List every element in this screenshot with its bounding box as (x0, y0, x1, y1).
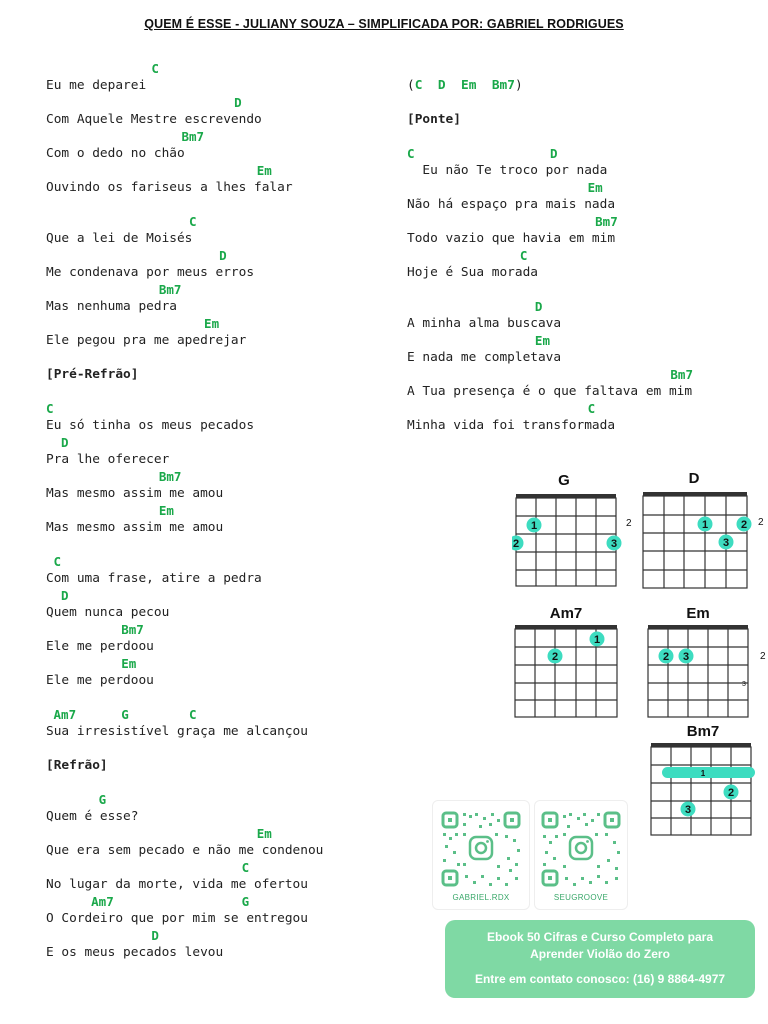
lyric-line: No lugar da morte, vida me ofertou (46, 877, 308, 892)
fret-number: 2 (758, 517, 764, 528)
finger-label: 2 (551, 651, 559, 663)
section-heading: [Ponte] (407, 112, 461, 127)
lyric-line: Com Aquele Mestre escrevendo (46, 112, 262, 127)
finger-label: 2 (727, 787, 735, 799)
lyric-line: Todo vazio que havia em mim (407, 231, 616, 246)
chord-line: Bm7 (46, 129, 205, 144)
lyric-line: A Tua presença é o que faltava em mim (407, 384, 693, 399)
instagram-icon (470, 837, 492, 859)
chord-line: C (46, 61, 159, 76)
lyric-line: Quem nunca pecou (46, 605, 170, 620)
intro-chord: C (414, 78, 423, 93)
spacer (46, 383, 396, 400)
spacer (46, 740, 396, 757)
lyric-line: A minha alma buscava (407, 316, 562, 331)
lyric-line: Mas nenhuma pedra (46, 299, 177, 314)
spacer (46, 196, 396, 213)
finger-label: 3 (684, 804, 692, 816)
promo-contact: Entre em contato conosco: (16) 9 8864-4977 (474, 972, 726, 986)
fret-number-small: 3 (742, 681, 746, 688)
intro-chords: (C D Em Bm7) (407, 78, 523, 93)
lyric-line: Com o dedo no chão (46, 146, 185, 161)
spacer (46, 536, 396, 553)
intro-chord: Bm7 (491, 78, 515, 93)
chord-line: Em (407, 333, 550, 348)
chord-line: C (407, 248, 528, 263)
lyric-line: Eu só tinha os meus pecados (46, 418, 255, 433)
chord-line: D (46, 588, 69, 603)
lyric-line: Que era sem pecado e não me condenou (46, 843, 324, 858)
promo-text: Ebook 50 Cifras e Curso Completo para Aprender Violão do Zero (486, 930, 714, 961)
barre-bar (662, 767, 755, 778)
fretboard (512, 623, 632, 733)
lyrics-left-column (46, 60, 396, 961)
finger-label: 1 (701, 519, 709, 531)
fretboard (646, 623, 756, 733)
section-heading: [Refrão] (46, 758, 108, 773)
lyric-line: O Cordeiro que por mim se entregou (46, 911, 308, 926)
spacer (46, 689, 396, 706)
page-title: QUEM É ESSE - JULIANY SOUZA – SIMPLIFICADA POR: GABRIEL RODRIGUES (144, 17, 624, 31)
chord-name: D (688, 470, 700, 487)
chord-line: C (46, 401, 54, 416)
lyric-line: Sua irresistível graça me alcançou (46, 724, 308, 739)
finger-label: 1 (530, 520, 538, 532)
finger-label: 3 (722, 537, 730, 549)
finger-label: 1 (593, 634, 601, 646)
promo-banner[interactable] (445, 920, 755, 998)
chord-line: Em (46, 656, 137, 671)
chord-line: D (46, 248, 227, 263)
chord-line: Am7 G (46, 894, 250, 909)
finger-label: 2 (662, 651, 670, 663)
lyric-line: Ele me perdoou (46, 639, 154, 654)
fret-number: 2 (760, 651, 766, 662)
chord-line: Bm7 (46, 282, 182, 297)
chord-name: G (558, 472, 570, 489)
chord-line: Bm7 (407, 214, 618, 229)
chord-line: Bm7 (46, 622, 144, 637)
lyric-line: Que a lei de Moisés (46, 231, 193, 246)
chord-line: G (46, 792, 107, 807)
chord-line: D (46, 95, 242, 110)
chord-line: Bm7 (46, 469, 182, 484)
chord-line: D (46, 435, 69, 450)
chord-name: Am7 (549, 605, 583, 622)
chord-line: D (46, 928, 159, 943)
lyric-line: Hoje é Sua morada (407, 265, 538, 280)
chord-line: C (46, 554, 62, 569)
lyric-line: Mas mesmo assim me amou (46, 486, 224, 501)
finger-label: 3 (610, 538, 618, 550)
lyrics-right-column (407, 111, 757, 434)
lyric-line: Não há espaço pra mais nada (407, 197, 616, 212)
chord-name: Bm7 (686, 723, 720, 740)
chord-line: Bm7 (407, 367, 693, 382)
qr-pattern (433, 805, 529, 897)
lyric-line: Eu não Te troco por nada (407, 163, 608, 178)
fretboard (512, 492, 642, 612)
fret-number: 2 (626, 518, 632, 529)
spacer (407, 281, 757, 298)
lyric-line: Quem é esse? (46, 809, 139, 824)
qr-code-instagram-seugroove[interactable] (534, 800, 628, 910)
lyric-line: Ele me perdoou (46, 673, 154, 688)
chord-line: Em (46, 826, 272, 841)
finger-label: 3 (682, 651, 690, 663)
qr-label: SEUGROOVE (553, 893, 609, 902)
finger-label: 2 (740, 519, 748, 531)
intro-chord: Em (461, 78, 477, 93)
chord-line: Em (407, 180, 603, 195)
spacer (407, 128, 757, 145)
barre-label: 1 (700, 769, 706, 778)
chord-line: C (407, 401, 596, 416)
chord-name: Em (686, 605, 710, 622)
lyric-line: E os meus pecados levou (46, 945, 224, 960)
lyric-line: Eu me deparei (46, 78, 147, 93)
chord-line: Em (46, 163, 272, 178)
chord-line: Em (46, 316, 220, 331)
lyric-line: Ouvindo os fariseus a lhes falar (46, 180, 293, 195)
lyric-line: Com uma frase, atire a pedra (46, 571, 262, 586)
chord-line: C (46, 214, 197, 229)
instagram-icon (570, 837, 592, 859)
fretboard (648, 741, 763, 856)
lyric-line: Minha vida foi transformada (407, 418, 616, 433)
lyric-line: Ele pegou pra me apedrejar (46, 333, 247, 348)
chord-line: C (46, 860, 250, 875)
chord-line: C D (407, 146, 558, 161)
spacer (46, 349, 396, 366)
qr-label: GABRIEL.RDX (452, 893, 510, 902)
chord-line: Em (46, 503, 174, 518)
lyric-line: Pra lhe oferecer (46, 452, 170, 467)
lyric-line: Mas mesmo assim me amou (46, 520, 224, 535)
chord-line: D (407, 299, 543, 314)
finger-label: 2 (512, 538, 520, 550)
lyric-line: E nada me completava (407, 350, 562, 365)
section-heading: [Pré-Refrão] (46, 367, 139, 382)
intro-chord: D (437, 78, 446, 93)
spacer (46, 774, 396, 791)
fretboard (640, 490, 760, 610)
qr-code-instagram-gabriel[interactable] (432, 800, 530, 910)
qr-pattern (535, 805, 627, 897)
chord-line: Am7 G C (46, 707, 197, 722)
lyric-line: Me condenava por meus erros (46, 265, 255, 280)
